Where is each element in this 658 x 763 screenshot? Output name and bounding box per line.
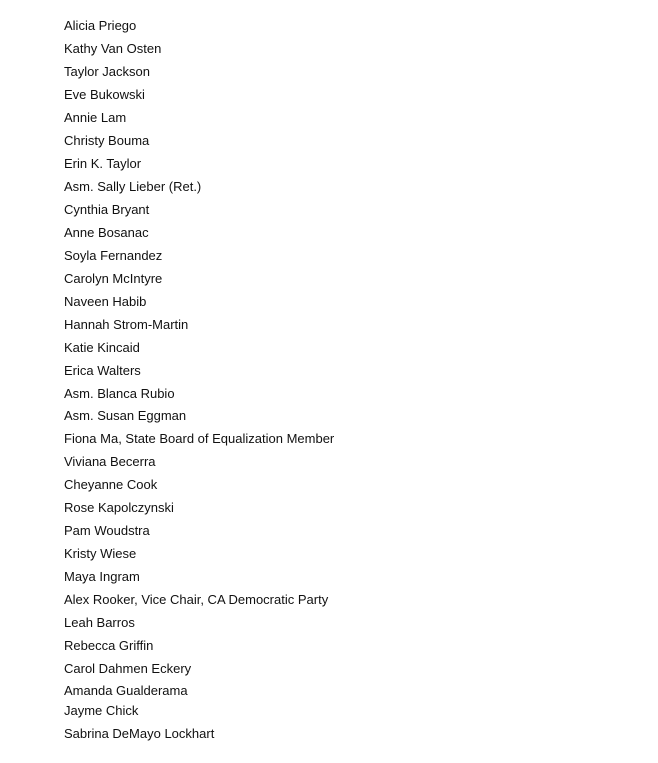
- list-item: Asm. Blanca Rubio: [64, 385, 175, 401]
- list-item: Jayme Chick: [64, 703, 139, 719]
- list-item: Amanda Gualderama: [64, 683, 188, 699]
- list-item: Erin K. Taylor: [64, 155, 142, 171]
- list-item: Naveen Habib: [64, 293, 147, 309]
- list-item: Carolyn McIntyre: [64, 270, 163, 286]
- list-item: Carol Dahmen Eckery: [64, 661, 192, 677]
- list-item: Katie Kincaid: [64, 339, 140, 355]
- list-item: Fiona Ma, State Board of Equalization Member: [64, 431, 335, 447]
- list-item: Pam Woudstra: [64, 523, 150, 539]
- list-item: Taylor Jackson: [64, 63, 150, 79]
- list-item: Erica Walters: [64, 362, 141, 378]
- list-item: Asm. Sally Lieber (Ret.): [64, 178, 202, 194]
- list-item: Alicia Priego: [64, 18, 137, 33]
- list-item: Christy Bouma: [64, 132, 150, 148]
- list-item: Kathy Van Osten: [64, 40, 162, 56]
- list-item: Leah Barros: [64, 615, 135, 631]
- list-item: Eve Bukowski: [64, 86, 145, 102]
- list-item: Kristy Wiese: [64, 546, 137, 562]
- list-item: Anne Bosanac: [64, 224, 149, 240]
- list-item: Cynthia Bryant: [64, 201, 150, 217]
- list-item: Rebecca Griffin: [64, 638, 154, 654]
- list-item: Sabrina DeMayo Lockhart: [64, 726, 215, 742]
- list-item: Rose Kapolczynski: [64, 500, 174, 516]
- list-item: Alex Rooker, Vice Chair, CA Democratic Party: [64, 592, 329, 608]
- list-item: Maya Ingram: [64, 569, 140, 585]
- list-item: Viviana Becerra: [64, 454, 156, 470]
- list-item: Hannah Strom-Martin: [64, 316, 189, 332]
- list-item: Soyla Fernandez: [64, 247, 163, 263]
- name-list: [64, 15, 334, 746]
- list-item: Cheyanne Cook: [64, 477, 158, 493]
- list-item: Annie Lam: [64, 109, 127, 125]
- list-item: Asm. Susan Eggman: [64, 408, 187, 424]
